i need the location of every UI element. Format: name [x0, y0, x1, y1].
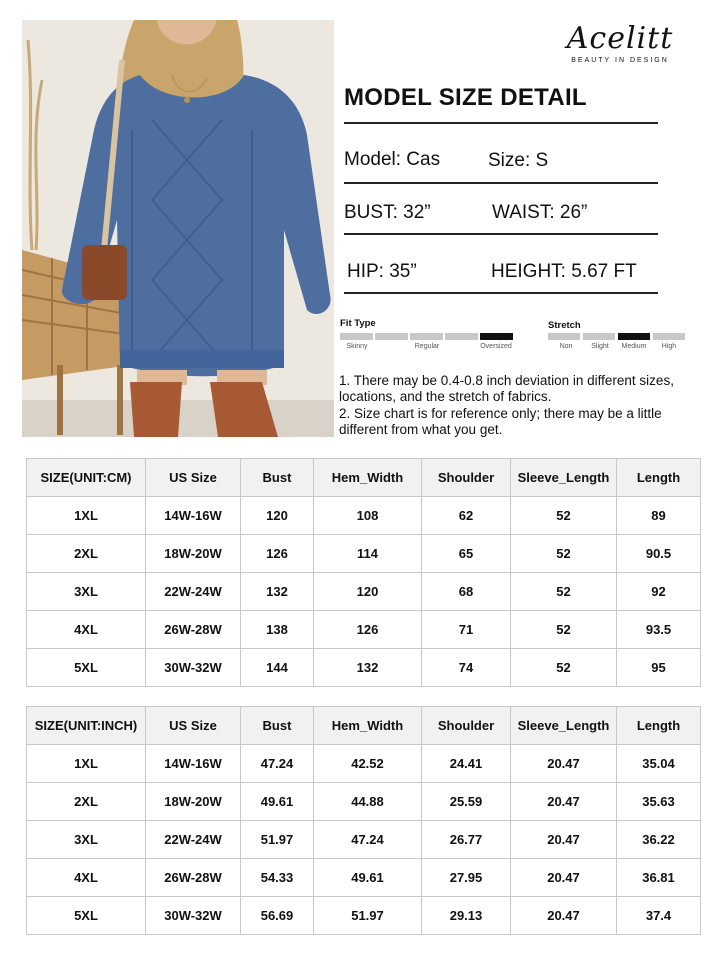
fit-type-title: Fit Type	[340, 318, 376, 329]
table-cell: 47.24	[241, 745, 314, 783]
table-cell: 90.5	[617, 535, 701, 573]
header-cell: Bust	[241, 707, 314, 745]
table-cell: 52	[511, 535, 617, 573]
table-cell: 36.81	[617, 859, 701, 897]
model-name: Model: Cas	[344, 149, 441, 170]
stretch-segment	[548, 333, 580, 340]
table-cell: 126	[314, 611, 422, 649]
fit-type-segment-selected	[480, 333, 513, 340]
table-cell: 27.95	[422, 859, 511, 897]
size-notes	[339, 373, 699, 439]
stretch-label: High	[661, 343, 677, 350]
table-cell: 22W-24W	[146, 821, 241, 859]
brand-logo	[540, 22, 700, 64]
divider	[344, 292, 658, 294]
model-hip: HIP: 35”	[347, 261, 417, 282]
table-cell: 144	[241, 649, 314, 687]
table-cell: 18W-20W	[146, 783, 241, 821]
table-cell: 132	[314, 649, 422, 687]
header-cell: Sleeve_Length	[511, 459, 617, 497]
table-cell: 20.47	[511, 859, 617, 897]
header-cell: Shoulder	[422, 459, 511, 497]
fit-type-segment	[375, 333, 408, 340]
model-illustration	[22, 20, 334, 437]
header-cell: SIZE(UNIT:CM)	[27, 459, 146, 497]
divider	[344, 233, 658, 235]
table-cell: 54.33	[241, 859, 314, 897]
table-cell: 92	[617, 573, 701, 611]
fit-type-segment	[410, 333, 443, 340]
table-cell: 20.47	[511, 783, 617, 821]
table-row	[27, 535, 701, 573]
table-cell: 24.41	[422, 745, 511, 783]
table-cell: 120	[241, 497, 314, 535]
table-cell: 26.77	[422, 821, 511, 859]
table-row	[27, 649, 701, 687]
table-row	[27, 783, 701, 821]
table-cell: 20.47	[511, 821, 617, 859]
stretch-label: Slight	[591, 343, 609, 350]
table-cell: 114	[314, 535, 422, 573]
table-cell: 30W-32W	[146, 649, 241, 687]
table-cell: 44.88	[314, 783, 422, 821]
divider	[344, 182, 658, 184]
table-cell: 47.24	[314, 821, 422, 859]
stretch-segment	[653, 333, 685, 340]
table-cell: 52	[511, 611, 617, 649]
table-cell: 126	[241, 535, 314, 573]
table-cell: 5XL	[27, 897, 146, 935]
table-cell: 95	[617, 649, 701, 687]
table-cell: 26W-28W	[146, 859, 241, 897]
table-cell: 93.5	[617, 611, 701, 649]
table-cell: 138	[241, 611, 314, 649]
table-cell: 20.47	[511, 897, 617, 935]
table-cell: 108	[314, 497, 422, 535]
model-height: HEIGHT: 5.67 FT	[491, 261, 637, 282]
table-row	[27, 897, 701, 935]
table-cell: 37.4	[617, 897, 701, 935]
table-cell: 1XL	[27, 745, 146, 783]
table-header-row	[27, 707, 701, 745]
table-cell: 56.69	[241, 897, 314, 935]
note-reference: 2. Size chart is for reference only; there may be a little different from what you get.	[339, 405, 662, 438]
model-size: Size: S	[488, 150, 549, 171]
note-deviation: 1. There may be 0.4-0.8 inch deviation in different sizes, locations, and the stretch of fabrics.	[339, 373, 674, 405]
header-cell: Shoulder	[422, 707, 511, 745]
stretch-label: Medium	[621, 343, 647, 350]
table-cell: 49.61	[241, 783, 314, 821]
table-cell: 4XL	[27, 859, 146, 897]
stretch-segment	[583, 333, 615, 340]
brand-tagline: BEAUTY IN DESIGN	[571, 57, 669, 64]
table-cell: 14W-16W	[146, 745, 241, 783]
size-table-inch	[26, 706, 701, 935]
header-cell: Length	[617, 707, 701, 745]
table-cell: 52	[511, 649, 617, 687]
table-cell: 26W-28W	[146, 611, 241, 649]
model-bust: BUST: 32”	[344, 202, 431, 223]
table-cell: 65	[422, 535, 511, 573]
table-cell: 22W-24W	[146, 573, 241, 611]
table-cell: 14W-16W	[146, 497, 241, 535]
fit-type-label: Skinny	[346, 343, 368, 350]
brand-name: Acelitt	[566, 21, 674, 56]
table-cell: 51.97	[241, 821, 314, 859]
table-cell: 4XL	[27, 611, 146, 649]
header-cell: Hem_Width	[314, 459, 422, 497]
fit-type-label: Regular	[414, 343, 440, 350]
table-cell: 62	[422, 497, 511, 535]
table-row	[27, 859, 701, 897]
stretch-title: Stretch	[548, 320, 581, 331]
table-cell: 3XL	[27, 821, 146, 859]
table-cell: 120	[314, 573, 422, 611]
table-row	[27, 745, 701, 783]
header-cell: SIZE(UNIT:INCH)	[27, 707, 146, 745]
header-cell: US Size	[146, 707, 241, 745]
table-cell: 30W-32W	[146, 897, 241, 935]
table-cell: 20.47	[511, 745, 617, 783]
table-cell: 52	[511, 573, 617, 611]
table-cell: 2XL	[27, 783, 146, 821]
table-cell: 71	[422, 611, 511, 649]
model-waist: WAIST: 26”	[492, 202, 588, 223]
model-size-title: MODEL SIZE DETAIL	[344, 84, 587, 111]
table-cell: 5XL	[27, 649, 146, 687]
table-cell: 3XL	[27, 573, 146, 611]
table-cell: 74	[422, 649, 511, 687]
table-cell: 36.22	[617, 821, 701, 859]
divider	[344, 122, 658, 124]
table-row	[27, 573, 701, 611]
table-row	[27, 821, 701, 859]
table-cell: 132	[241, 573, 314, 611]
product-photo	[22, 20, 334, 437]
table-cell: 68	[422, 573, 511, 611]
fit-type-segment	[340, 333, 373, 340]
table-cell: 52	[511, 497, 617, 535]
size-table-cm	[26, 458, 701, 687]
table-cell: 35.04	[617, 745, 701, 783]
table-cell: 25.59	[422, 783, 511, 821]
table-cell: 1XL	[27, 497, 146, 535]
table-cell: 89	[617, 497, 701, 535]
table-cell: 51.97	[314, 897, 422, 935]
stretch-label: Non	[559, 343, 573, 350]
table-cell: 42.52	[314, 745, 422, 783]
header-cell: US Size	[146, 459, 241, 497]
header-cell: Length	[617, 459, 701, 497]
fit-type-segment	[445, 333, 478, 340]
stretch-segment-selected	[618, 333, 650, 340]
table-cell: 49.61	[314, 859, 422, 897]
table-row	[27, 611, 701, 649]
header-cell: Sleeve_Length	[511, 707, 617, 745]
header-cell: Hem_Width	[314, 707, 422, 745]
table-cell: 35.63	[617, 783, 701, 821]
table-header-row	[27, 459, 701, 497]
header-cell: Bust	[241, 459, 314, 497]
table-row	[27, 497, 701, 535]
table-cell: 29.13	[422, 897, 511, 935]
table-cell: 18W-20W	[146, 535, 241, 573]
table-cell: 2XL	[27, 535, 146, 573]
fit-type-label: Oversized	[480, 343, 512, 350]
